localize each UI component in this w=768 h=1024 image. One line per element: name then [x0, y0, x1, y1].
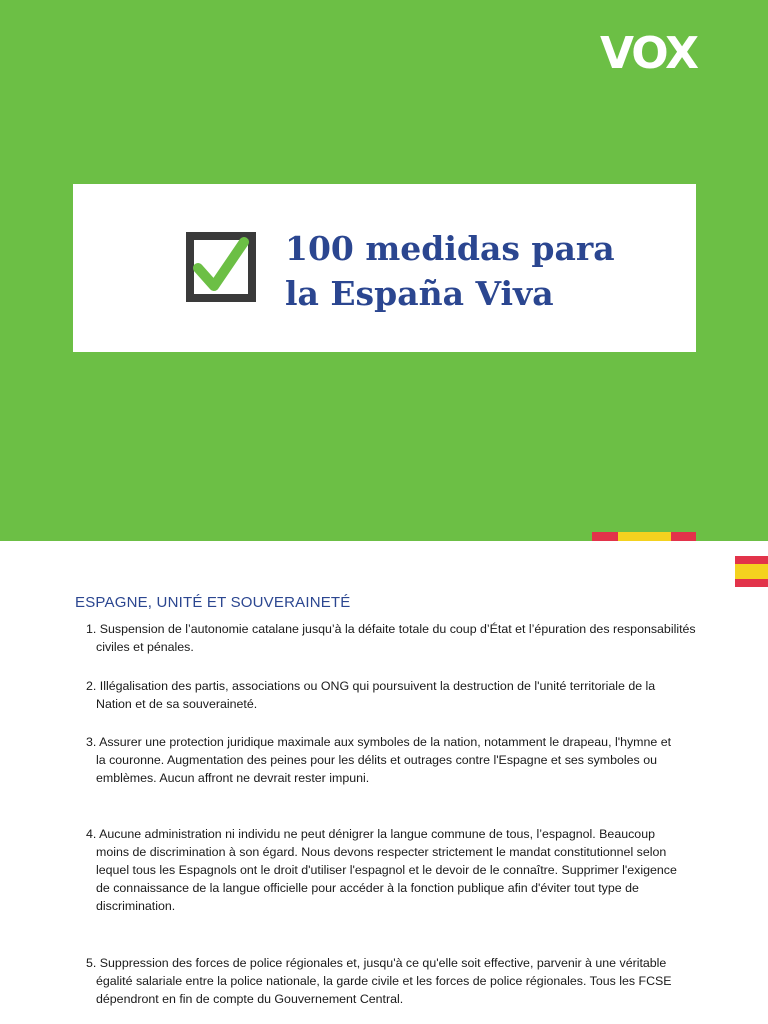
spanish-flag-strip	[592, 532, 696, 541]
checkbox-checked-icon	[186, 232, 256, 302]
list-item: 1. Suspension de l’autonomie catalane jusqu’à la défaite totale du coup d’État et l’épuration des responsabilités civiles et pénales.	[86, 622, 696, 654]
vox-logo: VOX	[600, 28, 698, 79]
list-item: 5. Suppression des forces de police régionales et, jusqu'à ce qu'elle soit effective, parvenir à une véritable égalité salariale entre la police nationale, la garde civile et les forces de police régionales. Tous les FCSE dépendront en fin de compte du Gouvernement Central.	[86, 956, 672, 1006]
section-heading: ESPAGNE, UNITÉ ET SOUVERAINETÉ	[75, 594, 351, 611]
page-title	[285, 226, 615, 316]
list-item: 4. Aucune administration ni individu ne peut dénigrer la langue commune de tous, l’espagnol. Beaucoup moins de discrimination à son égard. Nous devons respecter strictement le mandat constitutionnel selon lequel tous les Espagnols ont le droit d'utiliser l'espagnol et le devoir de le connaître. Supprimer l'exigence de connaissance de la langue officielle pour accéder à la fonction publique afin d'éviter tout type de discrimination.	[86, 827, 677, 913]
title-line-1: 100 medidas para	[285, 229, 615, 268]
title-line-2: la España Viva	[285, 274, 554, 313]
title-card	[73, 184, 696, 352]
list-item: 3. Assurer une protection juridique maximale aux symboles de la nation, notamment le drapeau, l'hymne et la couronne. Augmentation des peines pour les délits et outrages contre l'Espagne et ses symboles ou emblèmes. Aucun affront ne devrait rester impuni.	[86, 735, 672, 785]
list-item: 2. Illégalisation des partis, associations ou ONG qui poursuivent la destruction de l'unité territoriale de la Nation et de sa souveraineté.	[86, 679, 656, 711]
spanish-flag-icon	[735, 556, 768, 587]
